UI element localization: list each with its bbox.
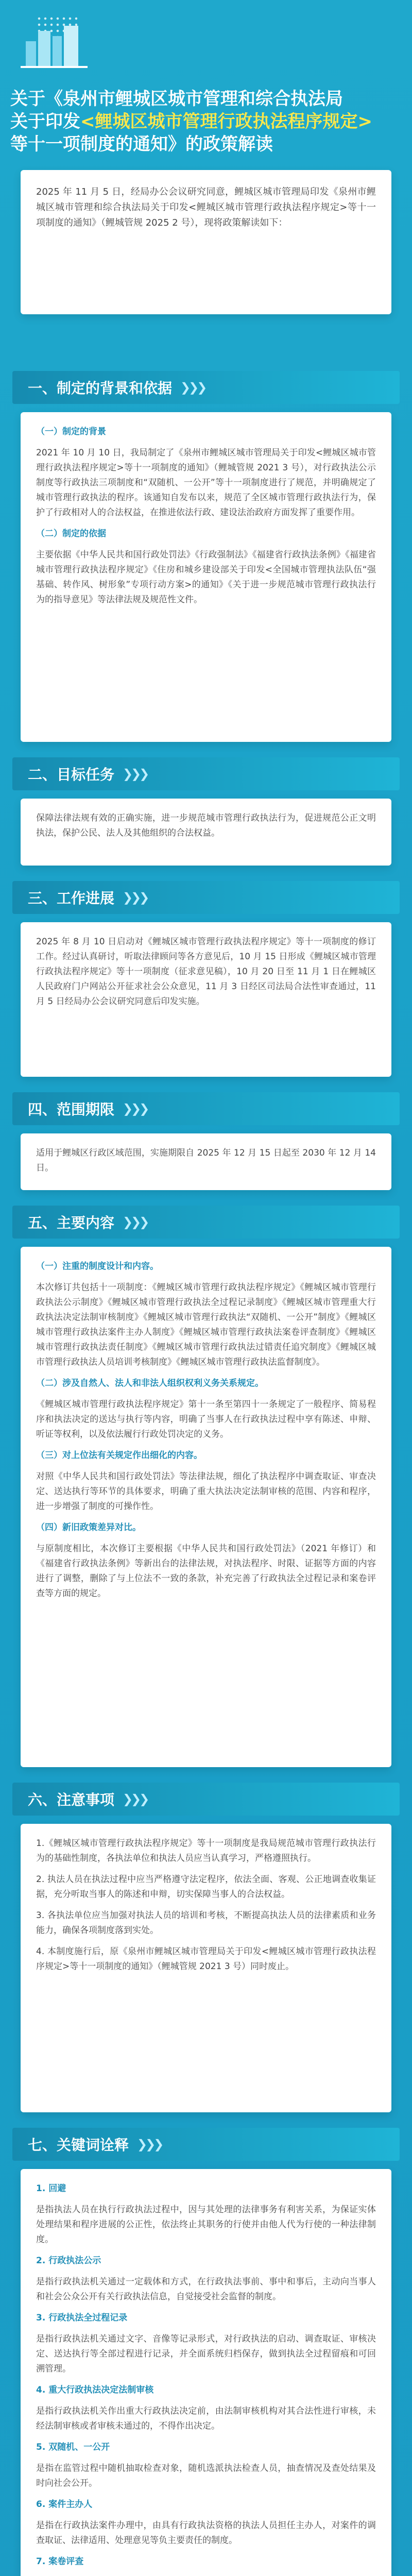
section-card-progress [21, 922, 391, 1077]
intro-text: 2025 年 11 月 5 日，经局办公会议研究同意，鲤城区城市管理局印发《泉州市鲤城区城市管理和综合执法局关于印发<鲤城区城市管理行政执法程序规定>等十一项制度的通知》（鲤城管规 2025 2 号），现将政策解读如下： [36, 187, 376, 228]
title-line-3: 等十一项制度的通知》的政策解读 [10, 134, 273, 155]
section-paragraph: 与原制度相比，本次修订主要根据《中华人民共和国行政处罚法》（2021 年修订）和《福建省行政执法条例》等新出台的法律法规，对执法程序、时限、证据等方面的内容进行了调整，删除了与上位法不一致的条款，补充完善了行政执法全过程记录和案卷评查等方面的规定。 [36, 1544, 376, 1599]
section-title-background [12, 371, 400, 404]
keyword-term: 6. 案件主办人 [36, 2499, 93, 2510]
section-paragraph: 2025 年 8 月 10 日启动对《鲤城区城市管理行政执法程序规定》等十一项制度的修订工作。经过认真研讨，听取法律顾问等各方意见后，10 月 15 日形成《鲤城区城市管理行政执法程序规定》等十一项制度（征求意见稿），10 月 20 日至 11 月 1 日在鲤城区人民政府门户网站公开征求社会公众意见，11 月 3 日经区司法局合法性审查通过，11 月 5 日经局办公会议研究同意后印发实施。 [36, 937, 376, 1007]
chevron-right-icon: ❯❯❯ [137, 2137, 162, 2151]
keyword-definition: 是指行政执法机关作出重大行政执法决定前，由法制审核机构对其合法性进行审核，未经法制审核或者审核未通过的，不得作出决定。 [36, 2406, 376, 2431]
page-title [10, 88, 402, 156]
section-card-content [21, 1247, 391, 1767]
chevron-right-icon: ❯❯❯ [180, 380, 205, 395]
section-paragraph: 本次修订共包括十一项制度：《鲤城区城市管理行政执法程序规定》《鲤城区城市管理行政执法公示制度》《鲤城区城市管理行政执法全过程记录制度》《鲤城区城市管理重大行政执法决定法制审核制度》《鲤城区城市管理行政执法“双随机、一公开”制度》《鲤城区城市管理行政执法案件主办人制度》《鲤城区城市管理行政执法案卷评查制度》《鲤城区城市管理行政执法责任制度》《鲤城区城市管理行政执法过错责任追究制度》《鲤城区城市管理行政执法人员培训考核制度》《鲤城区城市管理行政执法监督制度》。 [36, 1282, 376, 1367]
section-card-background [21, 412, 391, 742]
section-paragraph: 1.《鲤城区城市管理行政执法程序规定》等十一项制度是我局规范城市管理行政执法行为的基础性制度，各执法单位和执法人员应当认真学习，严格遵照执行。 [36, 1838, 376, 1863]
chevron-right-icon: ❯❯❯ [123, 1101, 148, 1116]
section-title-label: 二、目标任务 [28, 766, 115, 783]
section-title-target [12, 757, 400, 790]
keyword-definition: 是指行政执法机关通过一定载体和方式，在行政执法事前、事中和事后，主动向当事人和社会公众公开有关行政执法信息，自觉接受社会监督的制度。 [36, 2277, 376, 2302]
keyword-definition: 是指行政执法机关通过文字、音像等记录形式，对行政执法的启动、调查取证、审核决定、送达执行等全部过程进行记录，并全面系统归档保存，做到执法全过程留痕和可回溯管理。 [36, 2334, 376, 2374]
keyword-term: 5. 双随机、一公开 [36, 2442, 110, 2452]
keyword-term: 1. 回避 [36, 2183, 66, 2194]
section-title-label: 六、注意事项 [28, 1791, 115, 1808]
section-paragraph: 保障法律法规有效的正确实施，进一步规范城市管理行政执法行为，促进规范公正文明执法，保护公民、法人及其他组织的合法权益。 [36, 813, 376, 838]
chevron-right-icon: ❯❯❯ [123, 767, 148, 781]
section-title-label: 五、主要内容 [28, 1214, 115, 1231]
title-line-1: 关于《泉州市鲤城区城市管理和综合执法局 [10, 89, 343, 109]
section-paragraph: 4. 本制度施行后，原《泉州市鲤城区城市管理局关于印发<鲤城区城市管理行政执法程序规定>等十一项制度的通知》（鲤城管规 2021 3 号）同时废止。 [36, 1946, 376, 1972]
intro-card [21, 170, 391, 314]
section-title-label: 七、关键词诠释 [28, 2137, 129, 2154]
section-card-notes [21, 1824, 391, 2112]
section-paragraph: 2. 执法人员在执法过程中应当严格遵守法定程序，依法全面、客观、公正地调查收集证据，充分听取当事人的陈述和申辩，切实保障当事人的合法权益。 [36, 1874, 376, 1900]
keyword-definition: 是指在监管过程中随机抽取检查对象，随机选派执法检查人员，抽查情况及查处结果及时向社会公开。 [36, 2463, 376, 2488]
title-line-2-prefix: 关于印发 [10, 111, 80, 132]
section-title-label: 四、范围期限 [28, 1101, 115, 1118]
chevron-right-icon: ❯❯❯ [123, 890, 148, 905]
section-paragraph: （一）注重的制度设计和内容。 [36, 1261, 159, 1272]
section-title-content [12, 1206, 400, 1239]
keyword-term: 2. 行政执法公示 [36, 2256, 101, 2266]
keyword-term: 4. 重大行政执法决定法制审核 [36, 2385, 154, 2395]
section-card-keywords [21, 2169, 391, 2576]
section-card-scope [21, 1133, 391, 1190]
chevron-right-icon: ❯❯❯ [123, 1215, 148, 1229]
keyword-definition: 是指执法人员在执行行政执法过程中，因与其处理的法律事务有利害关系，为保证实体处理结果和程序进展的公正性，依法终止其职务的行使并由他人代为行使的一种法律制度。 [36, 2205, 376, 2245]
section-paragraph: （一）制定的背景 [36, 427, 106, 437]
section-paragraph: 3. 各执法单位应当加强对执法人员的培训和考核，不断提高执法人员的法律素质和业务能力，确保各项制度落到实处。 [36, 1910, 376, 1936]
keyword-definition: 是指在行政执法案件办理中，由具有行政执法资格的执法人员担任主办人，对案件的调查取证、法律适用、处理意见等负主要责任的制度。 [36, 2520, 376, 2546]
section-paragraph: （二）制定的依据 [36, 529, 106, 539]
section-paragraph: 主要依据《中华人民共和国行政处罚法》《行政强制法》《福建省行政执法条例》《福建省城市管理行政执法程序规定》《住房和城乡建设部关于印发<全国城市管理执法队伍“强基础、转作风、树形象”专项行动方案>的通知》《关于进一步规范城市管理行政执法行为的指导意见》等法律法规及规范性文件。 [36, 550, 376, 605]
section-paragraph: 《鲤城区城市管理行政执法程序规定》第十一条至第四十一条规定了一般程序、简易程序和执法决定的送达与执行等内容，明确了当事人在行政执法过程中享有陈述、申辩、听证等权利，以及依法履行行政处罚决定的义务。 [36, 1399, 376, 1439]
keyword-term: 3. 行政执法全过程记录 [36, 2313, 128, 2323]
section-title-progress [12, 881, 400, 914]
section-title-notes [12, 1783, 400, 1816]
section-paragraph: 对照《中华人民共和国行政处罚法》等法律法规，细化了执法程序中调查取证、审查决定、送达执行等环节的具体要求，明确了重大执法决定法制审核的范围、内容和程序，进一步增强了制度的可操作性。 [36, 1471, 376, 1512]
page-header [0, 0, 412, 361]
section-title-keywords [12, 2128, 400, 2161]
section-paragraph: 2021 年 10 月 10 日，我局制定了《泉州市鲤城区城市管理局关于印发<鲤城区城市管理行政执法程序规定>等十一项制度的通知》（鲤城管规 2021 3 号），对行政执法公示制度等行政执法三项制度和“双随机、一公开”等十一项制度进行了规范，并明确规定了城市管理行政执法的程序。该通知自发布以来，规范了全区城市管理行政执法行为，保护了行政相对人的合法权益，在推进依法行政、建设法治政府方面发挥了重要作用。 [36, 448, 376, 518]
section-paragraph: （三）对上位法有关规定作出细化的内容。 [36, 1450, 202, 1461]
section-title-label: 三、工作进展 [28, 890, 115, 907]
section-title-label: 一、制定的背景和依据 [28, 380, 173, 397]
section-paragraph: （四）新旧政策差异对比。 [36, 1522, 141, 1533]
city-illustration [21, 10, 88, 72]
section-card-target [21, 799, 391, 866]
title-line-2-highlight: <鲤城区城市管理行政执法程序规定> [80, 111, 372, 132]
section-title-scope [12, 1092, 400, 1125]
section-paragraph: （二）涉及自然人、法人和非法人组织权利义务关系规定。 [36, 1378, 264, 1388]
chevron-right-icon: ❯❯❯ [123, 1792, 148, 1806]
keyword-term: 7. 案卷评查 [36, 2556, 84, 2567]
section-paragraph: 适用于鲤城区行政区域范围，实施期限自 2025 年 12 月 15 日起至 2030 年 12 月 14 日。 [36, 1148, 376, 1173]
